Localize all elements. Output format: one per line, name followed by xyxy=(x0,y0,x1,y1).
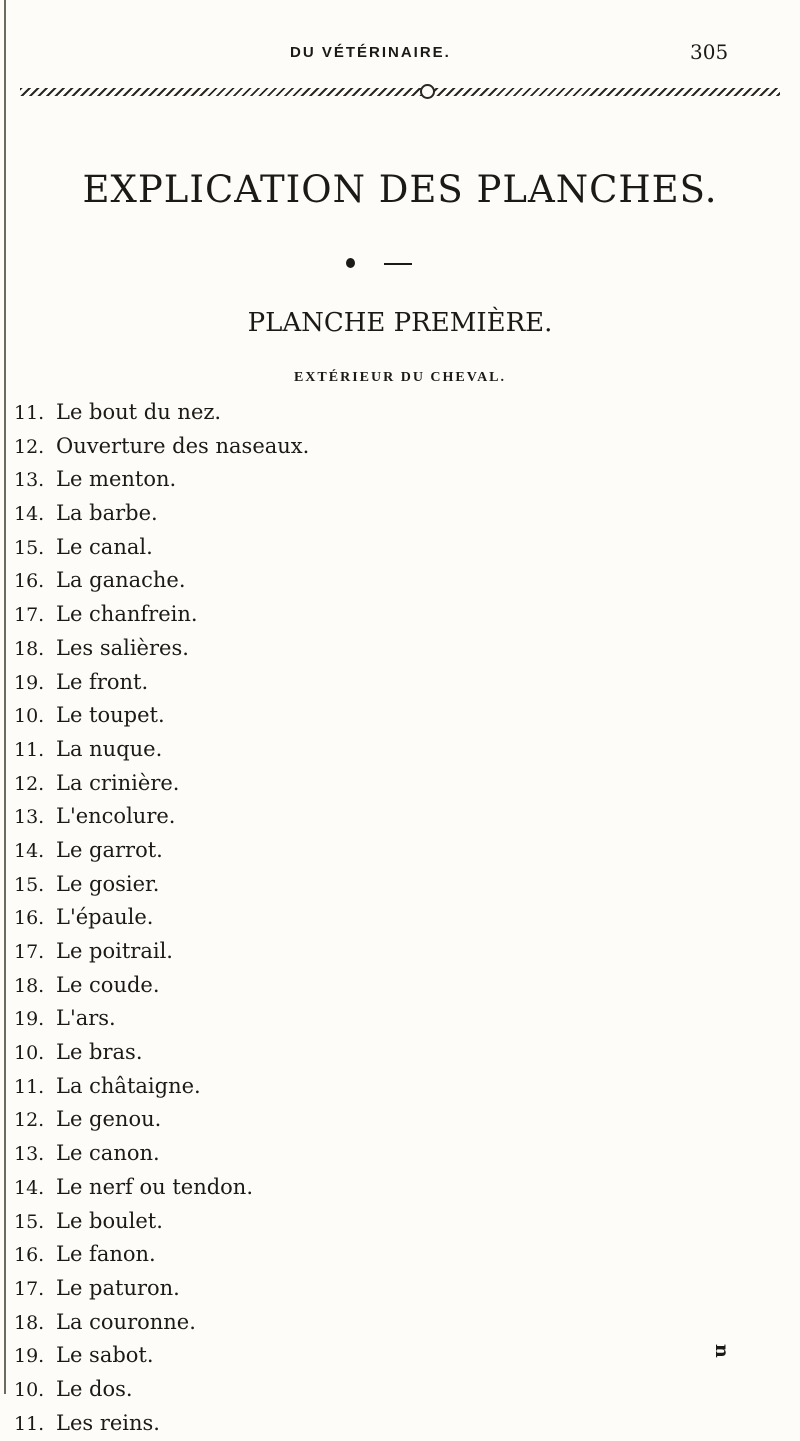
ornamental-rule xyxy=(20,88,780,96)
item-text: Le garrot. xyxy=(56,837,163,862)
item-text: L'épaule. xyxy=(56,905,154,930)
item-text: Les salières. xyxy=(56,635,189,660)
list-item xyxy=(14,598,309,632)
list-item xyxy=(14,531,309,565)
item-text: Le poitrail. xyxy=(56,939,173,963)
item-number: 15. xyxy=(14,1210,45,1233)
item-text: Le gosier. xyxy=(56,871,160,896)
item-number: 17. xyxy=(14,604,45,627)
item-number: 14. xyxy=(14,1176,45,1199)
item-text: Les reins. xyxy=(56,1410,160,1435)
list-item xyxy=(14,497,309,531)
legend-list xyxy=(14,396,309,1440)
item-text: Le canon. xyxy=(56,1141,160,1166)
item-text: La couronne. xyxy=(56,1309,196,1334)
list-item xyxy=(14,1306,309,1340)
list-item xyxy=(14,1137,309,1171)
list-item xyxy=(14,901,309,935)
item-text: Le front. xyxy=(56,669,149,694)
item-text: L'encolure. xyxy=(56,804,176,829)
item-text: Le boulet. xyxy=(56,1208,163,1233)
item-text: La crinière. xyxy=(56,770,180,795)
list-item xyxy=(14,463,309,497)
section-heading: EXTÉRIEUR DU CHEVAL. xyxy=(293,370,507,385)
item-number: 10. xyxy=(14,705,45,728)
list-item xyxy=(14,969,309,1003)
list-item xyxy=(14,1070,309,1104)
list-item xyxy=(14,1002,309,1036)
item-text: Le canal. xyxy=(56,534,153,559)
separator-dot xyxy=(346,258,355,268)
item-number: 10. xyxy=(14,1378,45,1401)
list-item xyxy=(14,935,309,969)
item-text: Le paturon. xyxy=(56,1275,180,1300)
page-number: 305 xyxy=(690,40,729,64)
list-item xyxy=(14,1238,309,1272)
list-item xyxy=(14,1205,309,1239)
item-text: Le genou. xyxy=(56,1107,162,1132)
item-text: La ganache. xyxy=(56,568,186,593)
item-number: 12. xyxy=(14,435,45,458)
item-number: 13. xyxy=(14,806,45,829)
list-item xyxy=(14,632,309,666)
item-number: 17. xyxy=(14,1277,45,1300)
list-item xyxy=(14,868,309,902)
list-item xyxy=(14,1036,309,1070)
list-item xyxy=(14,800,309,834)
list-item xyxy=(14,1171,309,1205)
plate-title: PLANCHE PREMIÈRE. xyxy=(247,308,553,338)
item-text: Le menton. xyxy=(56,467,177,492)
item-number: 11. xyxy=(14,1412,45,1435)
list-item xyxy=(14,666,309,700)
item-number: 13. xyxy=(14,469,45,492)
item-number: 19. xyxy=(14,1008,45,1031)
list-item xyxy=(14,396,309,430)
list-item xyxy=(14,767,309,801)
item-text: Le chanfrein. xyxy=(56,602,198,627)
item-number: 12. xyxy=(14,772,45,795)
item-number: 11. xyxy=(14,1075,45,1098)
item-text: La barbe. xyxy=(56,501,158,526)
item-text: Le dos. xyxy=(56,1376,133,1401)
list-item xyxy=(14,1407,309,1441)
item-text: Le sabot. xyxy=(56,1343,154,1368)
page-title: EXPLICATION DES PLANCHES. xyxy=(82,168,718,211)
item-text: Le coude. xyxy=(56,972,160,997)
list-item xyxy=(14,564,309,598)
item-number: 11. xyxy=(14,738,45,761)
list-item xyxy=(14,834,309,868)
item-number: 19. xyxy=(14,671,45,694)
item-number: 11. xyxy=(14,402,45,424)
separator-rule xyxy=(384,263,412,265)
item-number: 18. xyxy=(14,1311,45,1334)
item-text: La nuque. xyxy=(56,736,163,761)
list-item xyxy=(14,430,309,464)
item-text: La châtaigne. xyxy=(56,1073,201,1098)
list-item xyxy=(14,699,309,733)
running-head: DU VÉTÉRINAIRE. xyxy=(290,44,451,61)
item-number: 10. xyxy=(14,1042,45,1065)
item-text: Le bras. xyxy=(56,1040,143,1065)
item-number: 17. xyxy=(14,941,45,963)
item-number: 13. xyxy=(14,1143,45,1166)
list-item xyxy=(14,1272,309,1306)
list-item xyxy=(14,1103,309,1137)
printer-mark: n xyxy=(711,1344,733,1358)
item-text: Le nerf ou tendon. xyxy=(56,1174,254,1199)
item-number: 14. xyxy=(14,503,45,526)
list-item xyxy=(14,1373,309,1407)
item-number: 16. xyxy=(14,907,45,930)
item-number: 12. xyxy=(14,1109,45,1132)
list-item xyxy=(14,1339,309,1373)
item-number: 16. xyxy=(14,1244,45,1267)
item-text: Ouverture des naseaux. xyxy=(56,433,310,458)
list-item xyxy=(14,733,309,767)
item-number: 16. xyxy=(14,570,45,593)
item-number: 15. xyxy=(14,873,45,896)
item-text: Le toupet. xyxy=(56,703,165,728)
item-text: L'ars. xyxy=(56,1006,116,1031)
item-number: 19. xyxy=(14,1345,45,1368)
ornament-circle xyxy=(420,84,435,99)
item-number: 18. xyxy=(14,974,45,997)
item-text: Le bout du nez. xyxy=(56,400,222,424)
item-number: 14. xyxy=(14,839,45,862)
item-number: 15. xyxy=(14,536,45,559)
item-text: Le fanon. xyxy=(56,1242,156,1267)
item-number: 18. xyxy=(14,637,45,660)
